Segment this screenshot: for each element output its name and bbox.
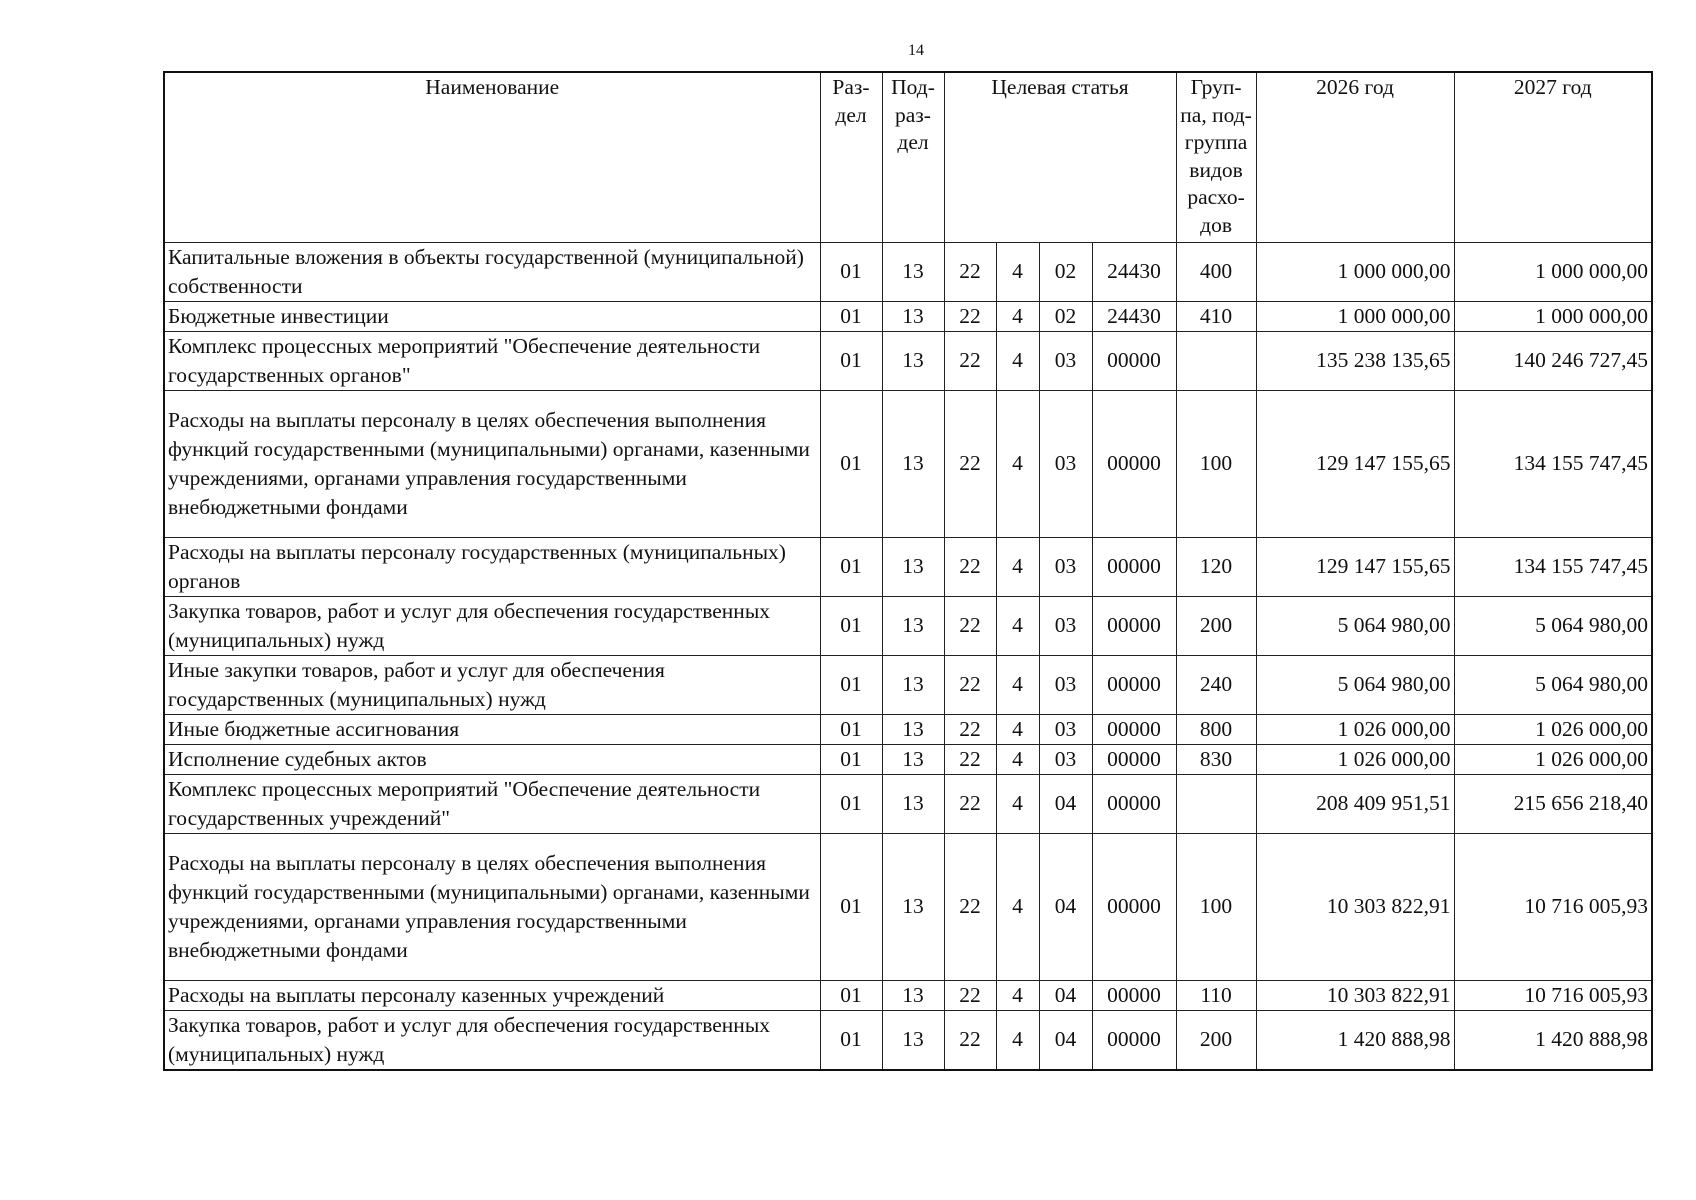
table-row [164, 301, 1652, 331]
row-podrazdel-cell: 13 [882, 301, 944, 331]
table-row [164, 744, 1652, 774]
header-podrazdel: Под- раз- дел [882, 72, 944, 242]
header-target-article: Целевая статья [944, 72, 1176, 242]
row-amount-2027-cell: 1 026 000,00 [1454, 744, 1652, 774]
row-target-program-cell: 22 [944, 242, 996, 301]
row-target-complex-cell: 03 [1039, 714, 1092, 744]
row-target-type-cell: 4 [996, 390, 1039, 537]
row-target-type-cell: 4 [996, 537, 1039, 596]
row-razdel-cell: 01 [820, 744, 882, 774]
row-amount-2027-cell: 140 246 727,45 [1454, 331, 1652, 390]
row-name-cell: Расходы на выплаты персоналу в целях обеспечения выполнения функций государственными (муниципальными) органами, казенными учреждениями, органами управления государственными внебюджетными фондами [164, 390, 820, 537]
row-expense-group-cell: 830 [1176, 744, 1256, 774]
page-number-text: 14 [908, 42, 924, 59]
row-amount-2027-cell: 1 000 000,00 [1454, 242, 1652, 301]
row-name-cell: Исполнение судебных актов [164, 744, 820, 774]
row-name-cell: Расходы на выплаты персоналу казенных учреждений [164, 980, 820, 1010]
row-target-program-cell: 22 [944, 980, 996, 1010]
table-row [164, 980, 1652, 1010]
row-amount-2026-cell: 135 238 135,65 [1256, 331, 1454, 390]
row-razdel-cell: 01 [820, 774, 882, 833]
row-target-complex-cell: 04 [1039, 1010, 1092, 1070]
row-target-complex-cell: 04 [1039, 980, 1092, 1010]
row-razdel-cell: 01 [820, 242, 882, 301]
row-podrazdel-cell: 13 [882, 1010, 944, 1070]
row-amount-2026-cell: 5 064 980,00 [1256, 596, 1454, 655]
row-amount-2026-cell: 1 420 888,98 [1256, 1010, 1454, 1070]
row-podrazdel-cell: 13 [882, 390, 944, 537]
row-target-type-cell: 4 [996, 655, 1039, 714]
row-target-direction-cell: 00000 [1092, 774, 1176, 833]
table-row [164, 390, 1652, 537]
row-podrazdel-cell: 13 [882, 714, 944, 744]
row-target-type-cell: 4 [996, 833, 1039, 980]
budget-table [163, 71, 1653, 1071]
row-target-complex-cell: 02 [1039, 301, 1092, 331]
row-target-direction-cell: 00000 [1092, 390, 1176, 537]
row-expense-group-cell: 200 [1176, 1010, 1256, 1070]
row-razdel-cell: 01 [820, 714, 882, 744]
row-name-cell: Комплекс процессных мероприятий "Обеспечение деятельности государственных органов" [164, 331, 820, 390]
row-target-complex-cell: 02 [1039, 242, 1092, 301]
row-target-direction-cell: 00000 [1092, 655, 1176, 714]
row-name-cell: Расходы на выплаты персоналу в целях обеспечения выполнения функций государственными (муниципальными) органами, казенными учреждениями, органами управления государственными внебюджетными фондами [164, 833, 820, 980]
row-target-direction-cell: 00000 [1092, 980, 1176, 1010]
row-target-type-cell: 4 [996, 242, 1039, 301]
row-target-direction-cell: 00000 [1092, 537, 1176, 596]
row-target-complex-cell: 03 [1039, 655, 1092, 714]
row-podrazdel-cell: 13 [882, 655, 944, 714]
row-target-complex-cell: 04 [1039, 774, 1092, 833]
table-body [164, 242, 1652, 1070]
row-expense-group-cell [1176, 774, 1256, 833]
row-razdel-cell: 01 [820, 537, 882, 596]
row-name-cell: Иные закупки товаров, работ и услуг для обеспечения государственных (муниципальных) нужд [164, 655, 820, 714]
row-razdel-cell: 01 [820, 390, 882, 537]
row-target-program-cell: 22 [944, 390, 996, 537]
table-row [164, 242, 1652, 301]
row-target-complex-cell: 03 [1039, 596, 1092, 655]
row-amount-2026-cell: 129 147 155,65 [1256, 390, 1454, 537]
row-target-direction-cell: 00000 [1092, 1010, 1176, 1070]
row-name-cell: Комплекс процессных мероприятий "Обеспечение деятельности государственных учреждений" [164, 774, 820, 833]
row-expense-group-cell: 800 [1176, 714, 1256, 744]
row-target-type-cell: 4 [996, 331, 1039, 390]
row-expense-group-cell: 100 [1176, 833, 1256, 980]
row-expense-group-cell: 240 [1176, 655, 1256, 714]
row-target-program-cell: 22 [944, 744, 996, 774]
row-target-program-cell: 22 [944, 714, 996, 744]
row-amount-2027-cell: 5 064 980,00 [1454, 596, 1652, 655]
row-expense-group-cell [1176, 331, 1256, 390]
row-amount-2026-cell: 1 000 000,00 [1256, 242, 1454, 301]
row-razdel-cell: 01 [820, 1010, 882, 1070]
table-row [164, 833, 1652, 980]
row-razdel-cell: 01 [820, 301, 882, 331]
row-razdel-cell: 01 [820, 655, 882, 714]
row-target-program-cell: 22 [944, 537, 996, 596]
row-name-cell: Иные бюджетные ассигнования [164, 714, 820, 744]
row-target-type-cell: 4 [996, 744, 1039, 774]
table-row [164, 774, 1652, 833]
row-amount-2027-cell: 215 656 218,40 [1454, 774, 1652, 833]
row-target-direction-cell: 00000 [1092, 744, 1176, 774]
row-amount-2027-cell: 10 716 005,93 [1454, 833, 1652, 980]
row-target-type-cell: 4 [996, 301, 1039, 331]
row-name-cell: Капитальные вложения в объекты государственной (муниципальной) собственности [164, 242, 820, 301]
row-amount-2027-cell: 10 716 005,93 [1454, 980, 1652, 1010]
row-target-direction-cell: 24430 [1092, 242, 1176, 301]
row-amount-2026-cell: 1 026 000,00 [1256, 714, 1454, 744]
row-target-program-cell: 22 [944, 331, 996, 390]
table-header-row [164, 72, 1652, 242]
row-podrazdel-cell: 13 [882, 331, 944, 390]
row-target-type-cell: 4 [996, 980, 1039, 1010]
row-target-direction-cell: 00000 [1092, 331, 1176, 390]
row-target-type-cell: 4 [996, 774, 1039, 833]
row-name-cell: Расходы на выплаты персоналу государственных (муниципальных) органов [164, 537, 820, 596]
row-target-type-cell: 4 [996, 596, 1039, 655]
header-2026: 2026 год [1256, 72, 1454, 242]
row-target-type-cell: 4 [996, 1010, 1039, 1070]
row-amount-2026-cell: 1 026 000,00 [1256, 744, 1454, 774]
row-target-complex-cell: 03 [1039, 331, 1092, 390]
row-expense-group-cell: 120 [1176, 537, 1256, 596]
table-row [164, 596, 1652, 655]
row-amount-2026-cell: 129 147 155,65 [1256, 537, 1454, 596]
row-target-complex-cell: 03 [1039, 744, 1092, 774]
row-razdel-cell: 01 [820, 980, 882, 1010]
row-name-cell: Закупка товаров, работ и услуг для обеспечения государственных (муниципальных) нужд [164, 596, 820, 655]
row-target-complex-cell: 03 [1039, 390, 1092, 537]
row-amount-2026-cell: 10 303 822,91 [1256, 980, 1454, 1010]
row-target-direction-cell: 00000 [1092, 714, 1176, 744]
row-amount-2026-cell: 208 409 951,51 [1256, 774, 1454, 833]
table-row [164, 331, 1652, 390]
row-target-program-cell: 22 [944, 301, 996, 331]
row-amount-2027-cell: 5 064 980,00 [1454, 655, 1652, 714]
row-amount-2026-cell: 1 000 000,00 [1256, 301, 1454, 331]
row-target-program-cell: 22 [944, 596, 996, 655]
row-podrazdel-cell: 13 [882, 596, 944, 655]
row-podrazdel-cell: 13 [882, 980, 944, 1010]
row-podrazdel-cell: 13 [882, 833, 944, 980]
row-expense-group-cell: 110 [1176, 980, 1256, 1010]
row-target-type-cell: 4 [996, 714, 1039, 744]
row-expense-group-cell: 200 [1176, 596, 1256, 655]
row-target-program-cell: 22 [944, 655, 996, 714]
row-expense-group-cell: 410 [1176, 301, 1256, 331]
row-razdel-cell: 01 [820, 331, 882, 390]
row-target-complex-cell: 03 [1039, 537, 1092, 596]
row-amount-2027-cell: 1 026 000,00 [1454, 714, 1652, 744]
table-row [164, 537, 1652, 596]
row-expense-group-cell: 400 [1176, 242, 1256, 301]
row-expense-group-cell: 100 [1176, 390, 1256, 537]
page-number [0, 42, 1696, 60]
row-amount-2026-cell: 10 303 822,91 [1256, 833, 1454, 980]
row-name-cell: Бюджетные инвестиции [164, 301, 820, 331]
row-razdel-cell: 01 [820, 596, 882, 655]
row-target-direction-cell: 00000 [1092, 833, 1176, 980]
row-podrazdel-cell: 13 [882, 537, 944, 596]
row-podrazdel-cell: 13 [882, 774, 944, 833]
row-amount-2027-cell: 134 155 747,45 [1454, 390, 1652, 537]
header-2027: 2027 год [1454, 72, 1652, 242]
row-podrazdel-cell: 13 [882, 744, 944, 774]
header-expense-group: Груп- па, под- группа видов расхо- дов [1176, 72, 1256, 242]
table-row [164, 655, 1652, 714]
row-name-cell: Закупка товаров, работ и услуг для обеспечения государственных (муниципальных) нужд [164, 1010, 820, 1070]
row-target-direction-cell: 00000 [1092, 596, 1176, 655]
row-amount-2027-cell: 134 155 747,45 [1454, 537, 1652, 596]
table-row [164, 714, 1652, 744]
row-amount-2026-cell: 5 064 980,00 [1256, 655, 1454, 714]
header-name: Наименование [164, 72, 820, 242]
row-podrazdel-cell: 13 [882, 242, 944, 301]
row-target-direction-cell: 24430 [1092, 301, 1176, 331]
row-amount-2027-cell: 1 420 888,98 [1454, 1010, 1652, 1070]
row-amount-2027-cell: 1 000 000,00 [1454, 301, 1652, 331]
table-row [164, 1010, 1652, 1070]
header-razdel: Раз- дел [820, 72, 882, 242]
row-target-program-cell: 22 [944, 833, 996, 980]
row-target-complex-cell: 04 [1039, 833, 1092, 980]
row-target-program-cell: 22 [944, 1010, 996, 1070]
row-target-program-cell: 22 [944, 774, 996, 833]
row-razdel-cell: 01 [820, 833, 882, 980]
